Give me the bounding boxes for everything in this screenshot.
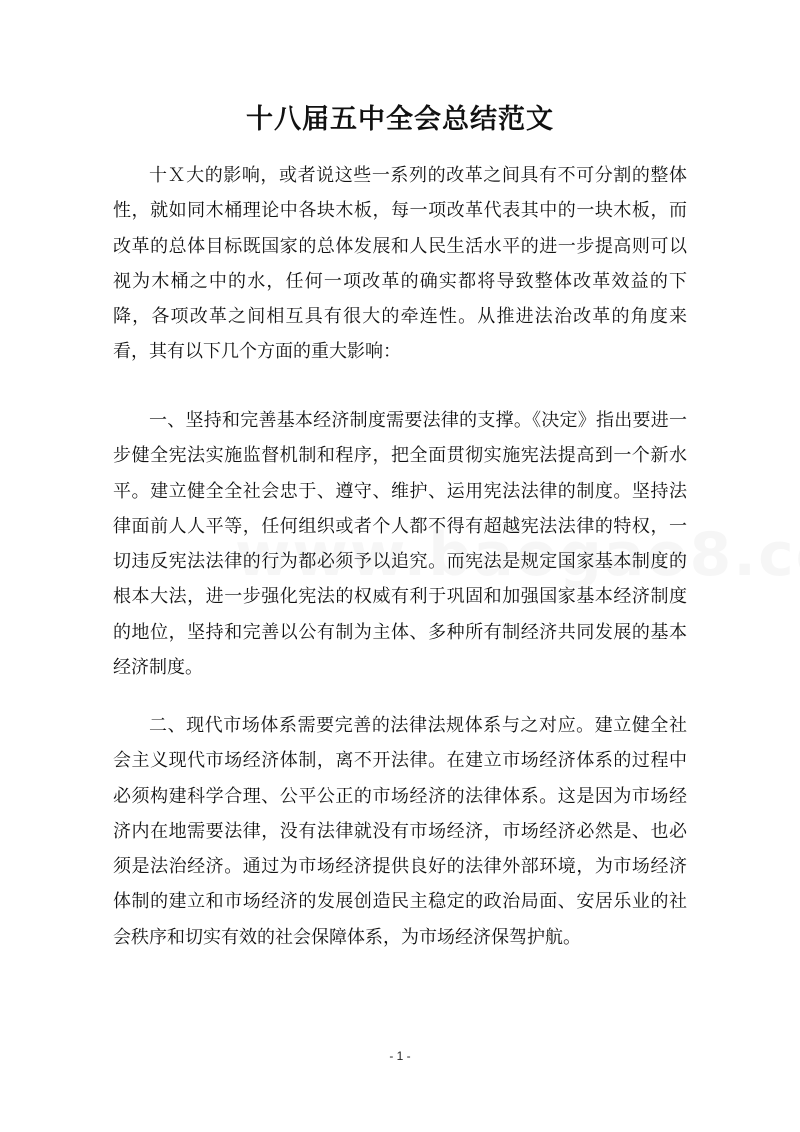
paragraph-intro: 十Ｘ大的影响，或者说这些一系列的改革之间具有不可分割的整体性，就如同木桶理论中各块木板，每一项改革代表其中的一块木板，而改革的总体目标既国家的总体发展和人民生活水平的进一步提高则可以视为木桶之中的水，任何一项改革的确实都将导致整体改革效益的下降，各项改革之间相互具有很大的牵连性。从推进法治改革的角度来看，其有以下几个方面的重大影响： bbox=[113, 165, 687, 363]
paragraph-point-one: 一、坚持和完善基本经济制度需要法律的支撑。《决定》指出要进一步健全宪法实施监督机制和程序，把全面贯彻实施宪法提高到一个新水平。建立健全全社会忠于、遵守、维护、运用宪法法律的制度。坚持法律面前人人平等，任何组织或者个人都不得有超越宪法法律的特权，一切违反宪法法律的行为都必须予以追究。而宪法是规定国家基本制度的根本大法，进一步强化宪法的权威有利于巩固和加强国家基本经济制度的地位，坚持和完善以公有制为主体、多种所有制经济共同发展的基本经济制度。 bbox=[113, 410, 687, 679]
document-title: 十八届五中全会总结范文 bbox=[246, 104, 554, 135]
paragraph-point-two: 二、现代市场体系需要完善的法律法规体系与之对应。建立健全社会主义现代市场经济体制，离不开法律。在建立市场经济体系的过程中必须构建科学合理、公平公正的市场经济的法律体系。这是因为市场经济内在地需要法律，没有法律就没有市场经济，市场经济必然是、也必须是法治经济。通过为市场经济提供良好的法律外部环境，为市场经济体制的建立和市场经济的发展创造民主稳定的政治局面、安居乐业的社会秩序和切实有效的社会保障体系，为市场经济保驾护航。 bbox=[113, 715, 687, 948]
page-number: - 1 - bbox=[389, 1049, 411, 1063]
